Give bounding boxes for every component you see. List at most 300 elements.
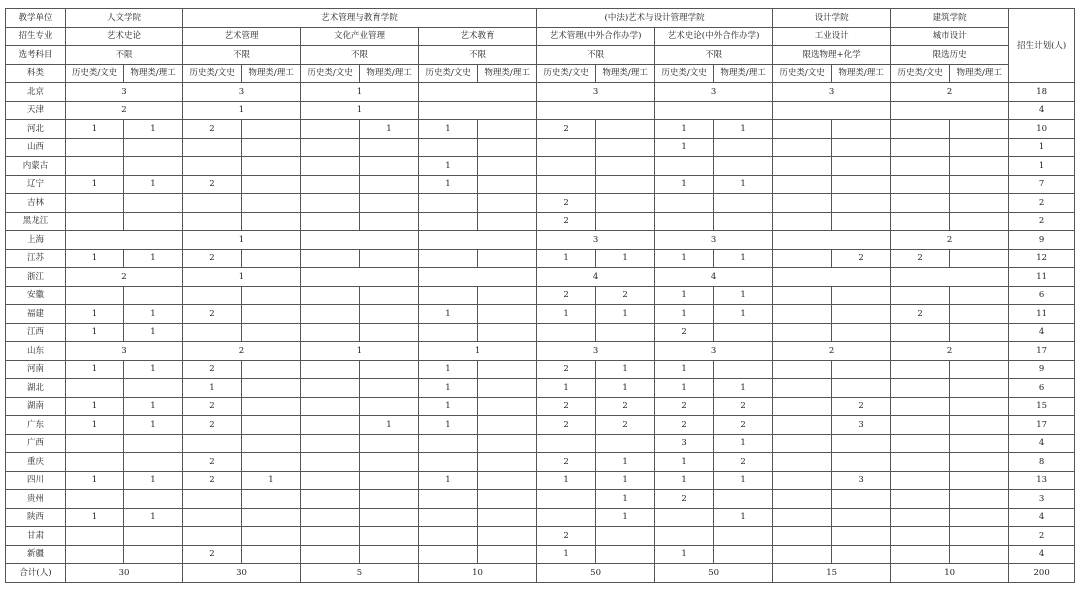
quota-cell: [773, 138, 832, 157]
quota-cell: 3: [537, 231, 655, 250]
quota-cell: 2: [537, 212, 596, 231]
quota-cell: 2: [183, 305, 242, 324]
quota-cell: 1: [66, 360, 124, 379]
quota-cell: [301, 286, 360, 305]
quota-cell: 1: [242, 471, 301, 490]
province-row: [6, 490, 1075, 509]
quota-cell: [360, 471, 419, 490]
quota-cell: [891, 416, 950, 435]
quota-cell: 1: [655, 138, 714, 157]
quota-cell: [66, 157, 124, 176]
college-cell: 艺术管理与教育学院: [183, 9, 537, 28]
quota-cell: [66, 545, 124, 564]
quota-cell: 1: [66, 323, 124, 342]
quota-cell: [655, 508, 714, 527]
quota-cell: 2: [66, 268, 183, 287]
quota-cell: [419, 83, 537, 102]
quota-cell: 2: [183, 545, 242, 564]
quota-cell: [301, 157, 360, 176]
quota-cell: 1: [714, 175, 773, 194]
quota-cell: 1: [183, 101, 301, 120]
province-row: [6, 545, 1075, 564]
quota-cell: [419, 323, 478, 342]
quota-cell: [950, 545, 1009, 564]
requirement-cell: 不限: [537, 46, 655, 65]
quota-cell: [596, 175, 655, 194]
quota-cell: 1: [714, 471, 773, 490]
province-total: 4: [1009, 545, 1075, 564]
quota-cell: 1: [124, 323, 183, 342]
quota-cell: 2: [655, 397, 714, 416]
quota-cell: [301, 138, 360, 157]
quota-cell: [301, 397, 360, 416]
quota-cell: 2: [66, 101, 183, 120]
quota-cell: [891, 138, 950, 157]
quota-cell: 2: [832, 397, 891, 416]
category-history-cell: 历史类/文史: [537, 64, 596, 83]
quota-cell: 2: [714, 453, 773, 472]
province-name: 河南: [6, 360, 66, 379]
category-history-cell: 历史类/文史: [773, 64, 832, 83]
quota-cell: [891, 508, 950, 527]
quota-cell: [537, 157, 596, 176]
category-physics-cell: 物理类/理工: [124, 64, 183, 83]
quota-cell: [360, 360, 419, 379]
quota-cell: 1: [655, 360, 714, 379]
province-total: 17: [1009, 342, 1075, 361]
quota-cell: 4: [655, 268, 773, 287]
quota-cell: [242, 323, 301, 342]
quota-cell: [950, 286, 1009, 305]
quota-cell: [478, 471, 537, 490]
quota-cell: [655, 194, 714, 213]
quota-cell: 1: [655, 471, 714, 490]
quota-cell: 2: [714, 397, 773, 416]
quota-cell: [596, 434, 655, 453]
province-name: 黑龙江: [6, 212, 66, 231]
quota-cell: 1: [419, 360, 478, 379]
quota-cell: [242, 120, 301, 139]
quota-cell: [537, 490, 596, 509]
province-row: [6, 138, 1075, 157]
quota-cell: [832, 212, 891, 231]
quota-cell: [891, 286, 950, 305]
quota-cell: [773, 101, 891, 120]
quota-cell: [832, 286, 891, 305]
quota-cell: 1: [360, 120, 419, 139]
quota-cell: 2: [655, 490, 714, 509]
quota-cell: [478, 379, 537, 398]
quota-cell: [596, 527, 655, 546]
province-name: 北京: [6, 83, 66, 102]
province-name: 山西: [6, 138, 66, 157]
quota-cell: [66, 231, 183, 250]
quota-cell: [360, 545, 419, 564]
quota-cell: [183, 323, 242, 342]
quota-cell: 3: [537, 83, 655, 102]
quota-cell: [773, 379, 832, 398]
quota-cell: [478, 527, 537, 546]
province-total: 18: [1009, 83, 1075, 102]
quota-cell: [419, 268, 537, 287]
quota-cell: 1: [419, 379, 478, 398]
province-total: 2: [1009, 194, 1075, 213]
quota-cell: 1: [124, 175, 183, 194]
quota-cell: [301, 120, 360, 139]
quota-cell: [183, 157, 242, 176]
quota-cell: [596, 120, 655, 139]
quota-cell: [242, 416, 301, 435]
quota-cell: [773, 545, 832, 564]
quota-cell: [891, 101, 1009, 120]
category-label: 科类: [6, 64, 66, 83]
quota-cell: 3: [773, 83, 891, 102]
admission-plan-document: [5, 8, 1075, 583]
quota-cell: [301, 323, 360, 342]
quota-cell: [360, 434, 419, 453]
province-row: [6, 471, 1075, 490]
quota-cell: [891, 434, 950, 453]
quota-cell: [360, 305, 419, 324]
province-total: 1: [1009, 138, 1075, 157]
quota-cell: [66, 379, 124, 398]
quota-cell: [242, 194, 301, 213]
quota-cell: [183, 434, 242, 453]
quota-cell: [773, 323, 832, 342]
category-header-row: [6, 64, 1075, 83]
province-name: 广西: [6, 434, 66, 453]
quota-cell: 3: [183, 83, 301, 102]
province-total: 1: [1009, 157, 1075, 176]
quota-cell: [950, 305, 1009, 324]
province-total: 11: [1009, 305, 1075, 324]
quota-cell: 1: [714, 286, 773, 305]
province-total: 11: [1009, 268, 1075, 287]
quota-cell: [891, 379, 950, 398]
quota-cell: [124, 286, 183, 305]
quota-cell: [242, 212, 301, 231]
quota-cell: [891, 490, 950, 509]
quota-cell: 3: [832, 471, 891, 490]
quota-cell: [596, 138, 655, 157]
quota-cell: 2: [891, 305, 950, 324]
quota-cell: 1: [66, 120, 124, 139]
quota-cell: [655, 212, 714, 231]
province-name: 广东: [6, 416, 66, 435]
quota-cell: [832, 379, 891, 398]
quota-cell: [773, 360, 832, 379]
quota-cell: 1: [66, 249, 124, 268]
quota-cell: [124, 490, 183, 509]
quota-cell: [360, 323, 419, 342]
quota-cell: [832, 305, 891, 324]
grand-total: 200: [1009, 564, 1075, 583]
quota-cell: 1: [66, 175, 124, 194]
quota-cell: 2: [183, 120, 242, 139]
province-row: [6, 83, 1075, 102]
quota-cell: 1: [301, 342, 419, 361]
category-history-cell: 历史类/文史: [891, 64, 950, 83]
quota-cell: 2: [183, 471, 242, 490]
quota-cell: 2: [183, 342, 301, 361]
quota-cell: 2: [891, 342, 1009, 361]
province-name: 上海: [6, 231, 66, 250]
quota-cell: [419, 194, 478, 213]
quota-cell: [832, 120, 891, 139]
quota-cell: [537, 323, 596, 342]
quota-cell: [714, 212, 773, 231]
province-name: 吉林: [6, 194, 66, 213]
quota-cell: [773, 471, 832, 490]
quota-cell: [66, 212, 124, 231]
total-label: 合计(人): [6, 564, 66, 583]
college-cell: 建筑学院: [891, 9, 1009, 28]
quota-cell: [773, 305, 832, 324]
quota-cell: [714, 360, 773, 379]
quota-cell: [124, 379, 183, 398]
quota-cell: [124, 527, 183, 546]
quota-cell: 1: [655, 545, 714, 564]
quota-cell: [478, 157, 537, 176]
major-cell: 工业设计: [773, 27, 891, 46]
quota-cell: [478, 360, 537, 379]
province-row: [6, 231, 1075, 250]
quota-cell: [360, 194, 419, 213]
quota-cell: 1: [66, 508, 124, 527]
quota-cell: [950, 508, 1009, 527]
quota-cell: 1: [419, 305, 478, 324]
quota-cell: [301, 249, 360, 268]
quota-cell: [478, 305, 537, 324]
quota-cell: 3: [832, 416, 891, 435]
major-cell: 艺术管理(中外合作办学): [537, 27, 655, 46]
quota-cell: [891, 323, 950, 342]
quota-cell: [950, 194, 1009, 213]
quota-cell: [360, 397, 419, 416]
quota-cell: [66, 527, 124, 546]
province-row: [6, 397, 1075, 416]
quota-cell: 1: [596, 379, 655, 398]
quota-cell: 2: [596, 416, 655, 435]
quota-cell: [301, 527, 360, 546]
quota-cell: [478, 194, 537, 213]
quota-cell: [773, 249, 832, 268]
quota-cell: [419, 231, 537, 250]
quota-cell: [773, 157, 832, 176]
quota-cell: 2: [537, 286, 596, 305]
quota-cell: 1: [714, 249, 773, 268]
quota-cell: 1: [419, 157, 478, 176]
quota-cell: 2: [832, 249, 891, 268]
quota-cell: 1: [596, 490, 655, 509]
province-total: 8: [1009, 453, 1075, 472]
quota-cell: [773, 490, 832, 509]
quota-cell: [419, 434, 478, 453]
quota-cell: 3: [66, 342, 183, 361]
province-name: 辽宁: [6, 175, 66, 194]
quota-cell: 1: [655, 249, 714, 268]
quota-cell: [242, 397, 301, 416]
quota-cell: 2: [537, 194, 596, 213]
quota-cell: 2: [891, 231, 1009, 250]
quota-cell: [478, 453, 537, 472]
quota-cell: 1: [596, 249, 655, 268]
quota-cell: 1: [124, 120, 183, 139]
quota-cell: 2: [183, 360, 242, 379]
quota-cell: [950, 490, 1009, 509]
quota-cell: [773, 453, 832, 472]
quota-cell: 2: [183, 453, 242, 472]
province-row: [6, 268, 1075, 287]
quota-cell: [950, 453, 1009, 472]
province-row: [6, 527, 1075, 546]
quota-cell: [891, 194, 950, 213]
quota-cell: 1: [183, 379, 242, 398]
quota-cell: [832, 194, 891, 213]
province-row: [6, 379, 1075, 398]
quota-cell: [478, 120, 537, 139]
category-physics-cell: 物理类/理工: [714, 64, 773, 83]
quota-cell: 1: [360, 416, 419, 435]
quota-cell: 1: [124, 471, 183, 490]
province-name: 浙江: [6, 268, 66, 287]
quota-cell: [714, 138, 773, 157]
quota-cell: [301, 360, 360, 379]
quota-cell: [832, 508, 891, 527]
quota-cell: [950, 157, 1009, 176]
quota-cell: [950, 360, 1009, 379]
quota-cell: [360, 157, 419, 176]
quota-cell: 2: [537, 416, 596, 435]
quota-cell: [301, 508, 360, 527]
province-name: 江苏: [6, 249, 66, 268]
quota-cell: [714, 157, 773, 176]
province-total: 4: [1009, 101, 1075, 120]
province-total: 2: [1009, 527, 1075, 546]
province-row: [6, 157, 1075, 176]
quota-cell: [124, 157, 183, 176]
quota-cell: 2: [537, 360, 596, 379]
quota-cell: [478, 416, 537, 435]
quota-cell: 1: [301, 83, 419, 102]
quota-cell: 1: [714, 434, 773, 453]
quota-cell: [596, 157, 655, 176]
quota-cell: 1: [537, 545, 596, 564]
quota-cell: [360, 175, 419, 194]
category-history-cell: 历史类/文史: [655, 64, 714, 83]
quota-cell: [301, 305, 360, 324]
province-total: 17: [1009, 416, 1075, 435]
province-row: [6, 212, 1075, 231]
quota-cell: [242, 360, 301, 379]
quota-cell: 1: [419, 342, 537, 361]
province-row: [6, 305, 1075, 324]
quota-cell: [773, 231, 891, 250]
quota-cell: 1: [537, 305, 596, 324]
quota-cell: 2: [655, 416, 714, 435]
quota-cell: [124, 194, 183, 213]
quota-cell: 1: [655, 453, 714, 472]
quota-cell: [714, 490, 773, 509]
quota-cell: [301, 490, 360, 509]
quota-cell: [478, 175, 537, 194]
quota-cell: 1: [537, 471, 596, 490]
quota-cell: [891, 527, 950, 546]
subject-req-label: 选考科目: [6, 46, 66, 65]
province-row: [6, 453, 1075, 472]
total-row: [6, 564, 1075, 583]
category-history-cell: 历史类/文史: [419, 64, 478, 83]
quota-cell: [596, 194, 655, 213]
quota-cell: [419, 286, 478, 305]
province-row: [6, 360, 1075, 379]
quota-cell: [183, 490, 242, 509]
province-total: 4: [1009, 323, 1075, 342]
quota-cell: [596, 212, 655, 231]
quota-cell: [950, 471, 1009, 490]
quota-cell: [66, 434, 124, 453]
quota-cell: [66, 138, 124, 157]
quota-cell: [478, 249, 537, 268]
quota-cell: [832, 157, 891, 176]
quota-cell: [891, 453, 950, 472]
quota-cell: [891, 397, 950, 416]
quota-cell: [478, 490, 537, 509]
major-total-cell: 50: [537, 564, 655, 583]
quota-cell: [773, 212, 832, 231]
quota-cell: [478, 286, 537, 305]
quota-cell: [832, 527, 891, 546]
quota-cell: 1: [124, 305, 183, 324]
quota-cell: 1: [596, 508, 655, 527]
quota-cell: [950, 434, 1009, 453]
province-total: 7: [1009, 175, 1075, 194]
quota-cell: 1: [596, 471, 655, 490]
province-row: [6, 194, 1075, 213]
quota-cell: [891, 545, 950, 564]
quota-cell: [832, 323, 891, 342]
quota-cell: [891, 157, 950, 176]
quota-cell: [950, 397, 1009, 416]
quota-cell: [242, 175, 301, 194]
quota-cell: 1: [537, 249, 596, 268]
quota-cell: 1: [419, 416, 478, 435]
major-total-cell: 10: [891, 564, 1009, 583]
requirement-cell: 不限: [301, 46, 419, 65]
province-name: 福建: [6, 305, 66, 324]
quota-cell: [891, 175, 950, 194]
category-physics-cell: 物理类/理工: [950, 64, 1009, 83]
quota-cell: [950, 527, 1009, 546]
quota-cell: [242, 527, 301, 546]
quota-cell: [773, 175, 832, 194]
province-total: 9: [1009, 360, 1075, 379]
quota-cell: 1: [124, 360, 183, 379]
quota-cell: [242, 138, 301, 157]
quota-cell: [773, 268, 891, 287]
quota-cell: 2: [183, 397, 242, 416]
quota-cell: [419, 490, 478, 509]
quota-cell: [124, 434, 183, 453]
quota-cell: 1: [596, 305, 655, 324]
quota-cell: [419, 453, 478, 472]
province-name: 湖南: [6, 397, 66, 416]
quota-cell: [596, 323, 655, 342]
quota-cell: [537, 508, 596, 527]
quota-cell: [242, 249, 301, 268]
quota-cell: 1: [419, 397, 478, 416]
quota-cell: [124, 138, 183, 157]
